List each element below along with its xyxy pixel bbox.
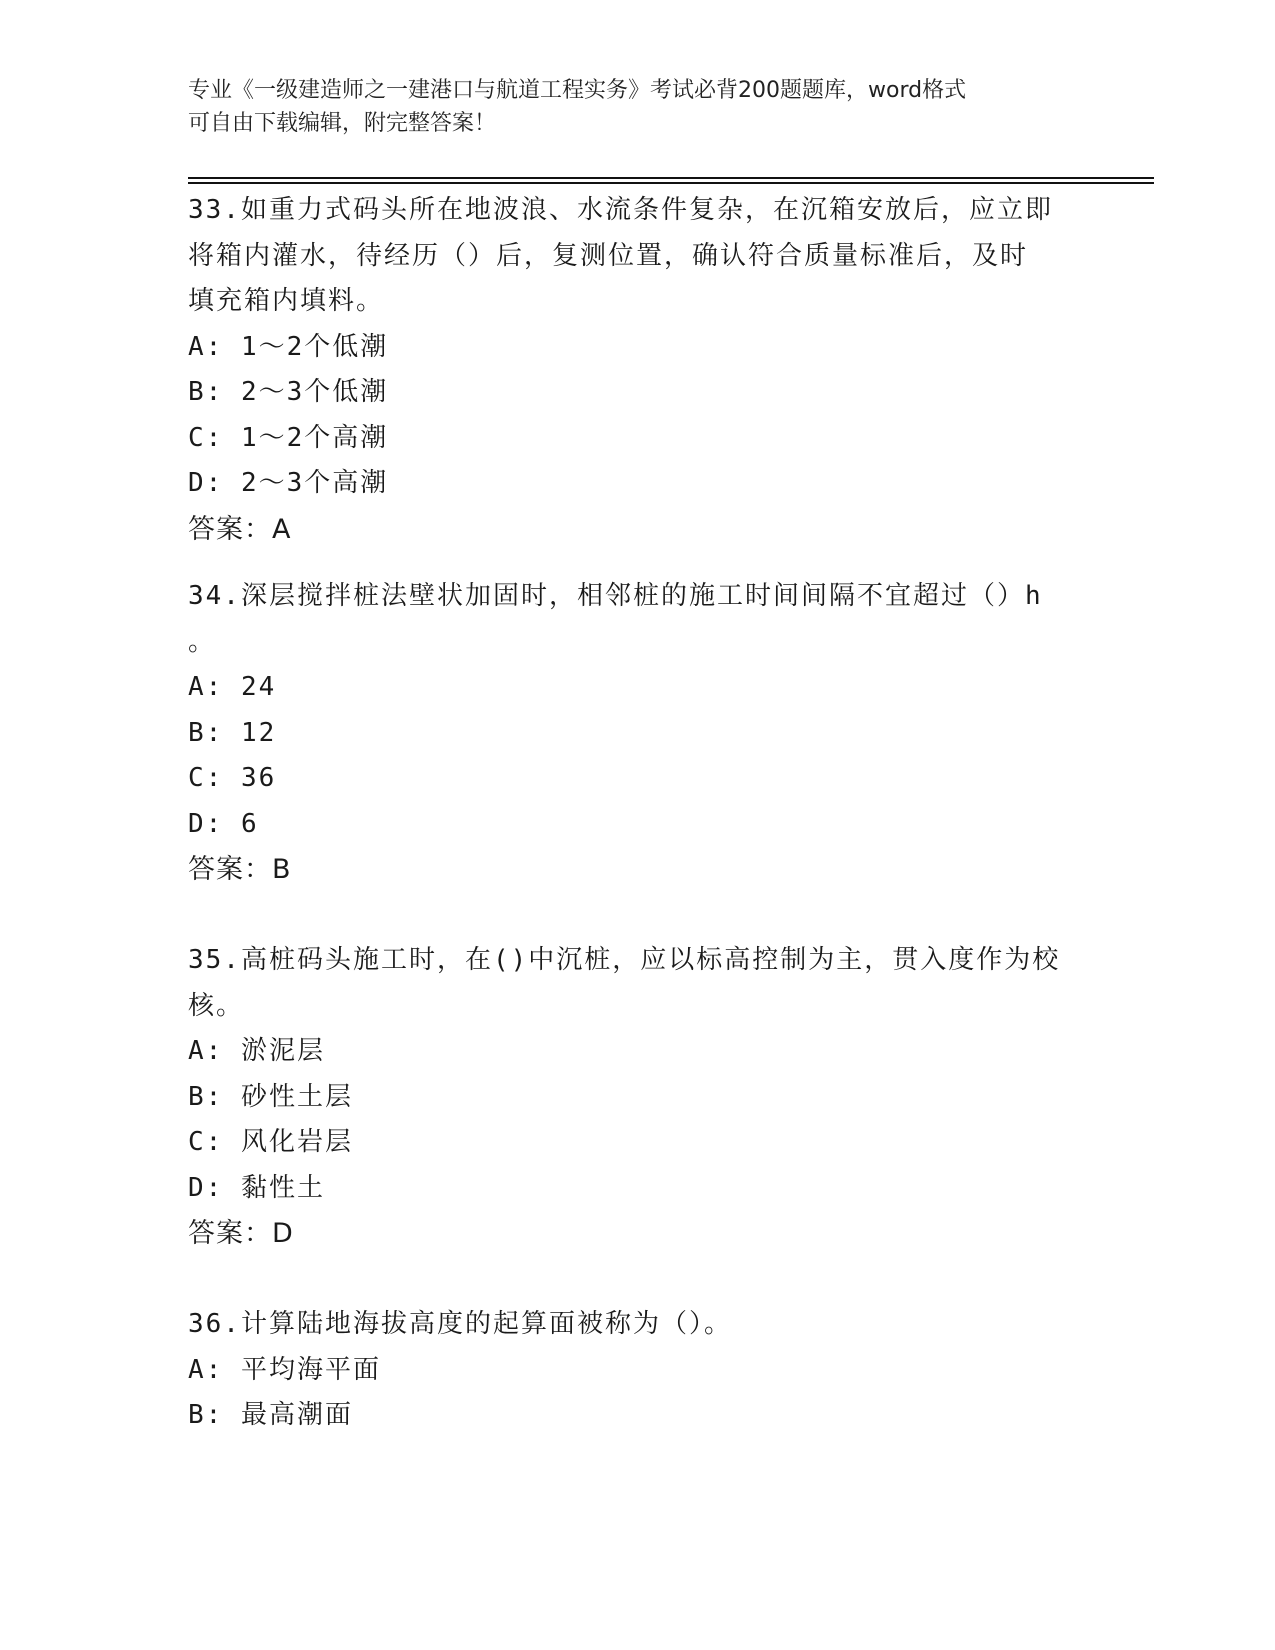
option-a (188, 665, 1088, 711)
question-stem-line: 将箱内灌水，待经历（）后，复测位置，确认符合质量标准后，及时 (188, 240, 1029, 271)
option-letter: B: (188, 717, 224, 748)
option-c (188, 756, 1088, 802)
question-stem-line: 36.计算陆地海拔高度的起算面被称为（）。 (188, 1309, 732, 1339)
option-d (188, 802, 1088, 848)
option-letter: B: (188, 377, 224, 407)
option-b (188, 370, 1088, 416)
option-text: 黏性土 (240, 1172, 325, 1203)
question-33 (188, 188, 1088, 552)
option-text: 1～2个低潮 (240, 331, 389, 362)
option-letter: D: (188, 1172, 224, 1203)
answer: 答案：B (188, 854, 292, 885)
option-text: 24 (240, 672, 277, 702)
option-text: 平均海平面 (240, 1354, 381, 1385)
question-stem-line: 35.高桩码头施工时，在()中沉桩，应以标高控制为主，贯入度作为校 (188, 945, 1061, 975)
option-letter: D: (188, 468, 224, 498)
question-35 (188, 938, 1088, 1257)
answer: 答案：A (188, 513, 292, 545)
option-c (188, 416, 1088, 462)
option-c (188, 1120, 1088, 1166)
option-letter: D: (188, 808, 224, 839)
header-divider (188, 177, 1154, 179)
option-text: 砂性土层 (240, 1081, 353, 1112)
question-stem-line: 34.深层搅拌桩法壁状加固时，相邻桩的施工时间间隔不宜超过（）h (188, 581, 1043, 611)
header-line: 专业《一级建造师之一建港口与航道工程实务》考试必背200题题库，word格式 (188, 78, 967, 103)
option-letter: A: (188, 1354, 224, 1385)
option-letter: B: (188, 1081, 224, 1112)
option-d (188, 1166, 1088, 1212)
question-stem-line: 核。 (188, 990, 245, 1021)
option-text: 淤泥层 (240, 1036, 325, 1066)
option-letter: C: (188, 1127, 224, 1157)
question-stem-line: 填充箱内填料。 (188, 286, 385, 316)
option-letter: C: (188, 422, 224, 453)
option-d (188, 461, 1088, 507)
option-letter: A: (188, 331, 224, 362)
option-letter: A: (188, 1036, 224, 1066)
question-36 (188, 1302, 1088, 1439)
option-text: 2～3个低潮 (240, 377, 389, 407)
question-stem-line: 。 (188, 626, 217, 657)
option-text: 6 (240, 808, 259, 839)
option-text: 12 (240, 717, 277, 748)
option-a (188, 1029, 1088, 1075)
option-letter: A: (188, 672, 224, 702)
header-line: 可自由下载编辑，附完整答案！ (188, 111, 497, 136)
option-text: 2～3个高潮 (240, 468, 389, 498)
option-text: 最高潮面 (240, 1400, 353, 1430)
option-letter: B: (188, 1400, 224, 1430)
option-b (188, 711, 1088, 757)
option-a (188, 325, 1088, 371)
answer: 答案：D (188, 1218, 294, 1249)
header-divider (188, 182, 1154, 184)
option-text: 风化岩层 (240, 1127, 353, 1157)
question-stem-line: 33.如重力式码头所在地波浪、水流条件复杂，在沉箱安放后，应立即 (188, 195, 1053, 225)
page-header (188, 74, 1068, 140)
option-b (188, 1393, 1088, 1439)
question-34 (188, 574, 1088, 893)
option-text: 36 (240, 763, 277, 793)
option-b (188, 1075, 1088, 1121)
option-letter: C: (188, 763, 224, 793)
option-a (188, 1348, 1088, 1394)
option-text: 1～2个高潮 (240, 422, 389, 453)
